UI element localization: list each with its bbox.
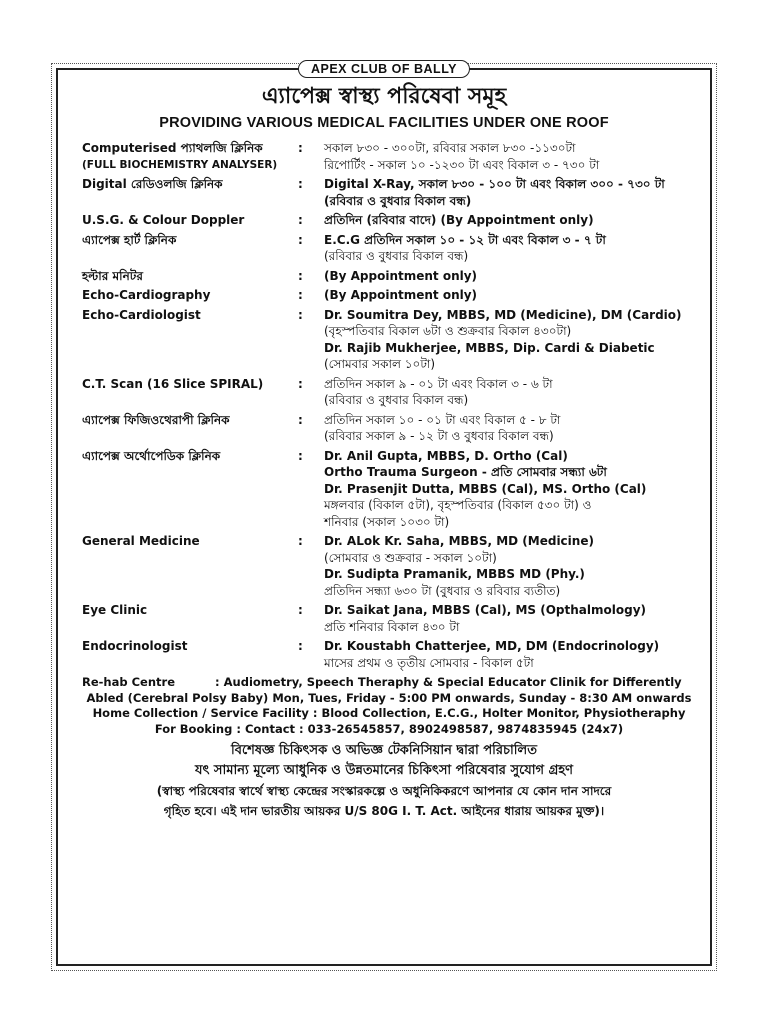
booking-contact-line: For Booking : Contact : 033-26545857, 8902498587, 9874835945 (24x7) (154, 721, 624, 736)
footer-info (72, 675, 696, 737)
service-name (72, 232, 298, 265)
service-detail-line: সকাল ৮৩০ - ৩০০টা, রবিবার সকাল ৮৩০ -১১৩০টা (324, 141, 576, 155)
service-detail-line: Dr. Anil Gupta, MBBS, D. Ortho (Cal) (324, 448, 568, 463)
separator-colon: : (298, 603, 303, 617)
separator-colon: : (298, 534, 303, 548)
service-details (324, 176, 696, 209)
club-name-badge: APEX CLUB OF BALLY (298, 60, 470, 78)
service-detail-line: (রবিবার সকাল ৯ - ১২ টা ও বুধবার বিকাল বন্ধ) (324, 429, 554, 443)
service-detail-line: Dr. Rajib Mukherjee, MBBS, Dip. Cardi & Diabetic (324, 340, 655, 355)
service-detail-line: প্রতিদিন সন্ধ্যা ৬৩০ টা (বুধবার ও রবিবার ব্যতীত) (324, 583, 561, 598)
service-details (324, 212, 696, 229)
service-row (72, 140, 696, 173)
service-detail-line: মাসের প্রথম ও তৃতীয় সোমবার - বিকাল ৫টা (324, 655, 534, 670)
service-detail-line: প্রতিদিন (রবিবার বাদে) (By Appointment only) (324, 213, 594, 227)
service-detail-line: (সোমবার সকাল ১০টা) (324, 357, 436, 371)
service-name-text: Computerised প্যাথলজি ক্লিনিক (82, 141, 263, 155)
service-detail-line: (সোমবার ও শুক্রবার - সকাল ১০টা) (324, 550, 497, 565)
service-row (72, 268, 696, 285)
service-name-text: General Medicine (82, 534, 200, 548)
service-name (72, 307, 298, 373)
service-name-text: এ্যাপেক্স হার্ট ক্লিনিক (82, 232, 177, 247)
service-row (72, 448, 696, 531)
service-name-text: Echo-Cardiography (82, 288, 211, 302)
closing-line-1: বিশেষজ্ঞ চিকিৎসক ও অভিজ্ঞ টেকনিসিয়ান দ্বারা পরিচালিত (231, 743, 537, 758)
service-details (324, 232, 696, 265)
flyer-content (72, 82, 696, 821)
closing-line-2: যৎ সামান্য মূল্যে আধুনিক ও উন্নতমানের চিকিৎসা পরিষেবার সুযোগ গ্রহণ (194, 763, 574, 778)
service-details (324, 307, 696, 373)
service-name-text: Endocrinologist (82, 639, 188, 653)
service-row (72, 412, 696, 445)
service-row (72, 602, 696, 635)
service-subtitle: (FULL BIOCHEMISTRY ANALYSER) (82, 158, 278, 171)
service-detail-line: Dr. Prasenjit Dutta, MBBS (Cal), MS. Ortho (Cal) (324, 481, 647, 496)
service-detail-line: (বৃহস্পতিবার বিকাল ৬টা ও শুক্রবার বিকাল ৪৩০টা) (324, 324, 572, 338)
service-row (72, 287, 696, 304)
service-detail-line: শনিবার (সকাল ১০৩০ টা) (324, 514, 450, 529)
separator-colon: : (298, 232, 303, 247)
service-name (72, 602, 298, 635)
service-name (72, 448, 298, 531)
service-details (324, 140, 696, 173)
separator-colon: : (298, 177, 303, 191)
service-details (324, 602, 696, 635)
service-name-text: Digital রেডিওলজি ক্লিনিক (82, 177, 223, 191)
closing-message (72, 741, 696, 821)
separator-colon: : (298, 268, 303, 283)
service-name-text: U.S.G. & Colour Doppler (82, 213, 245, 227)
service-detail-line: রিপোর্টিং - সকাল ১০ -১২৩০ টা এবং বিকাল ৩ - ৭৩০ টা (324, 157, 600, 172)
service-detail-line: Digital X-Ray, সকাল ৮৩০ - ১০০ টা এবং বিকাল ৩০০ - ৭৩০ টা (রবিবার ও বুধবার বিকাল বন্ধ) (324, 177, 665, 208)
separator-colon: : (298, 412, 303, 427)
service-name (72, 140, 298, 173)
service-detail-line: (রবিবার ও বুধবার বিকাল বন্ধ) (324, 393, 469, 407)
separator-colon: : (298, 141, 303, 155)
separator-colon: : (298, 307, 303, 322)
service-name (72, 376, 298, 409)
service-name (72, 533, 298, 599)
service-name (72, 176, 298, 209)
service-details (324, 287, 696, 304)
service-details (324, 412, 696, 445)
service-details (324, 268, 696, 285)
service-detail-line: প্রতি শনিবার বিকাল ৪৩০ টা (324, 619, 460, 634)
service-details (324, 376, 696, 409)
service-row (72, 232, 696, 265)
service-details (324, 638, 696, 671)
separator-colon: : (298, 448, 303, 463)
service-detail-line: (By Appointment only) (324, 288, 478, 302)
service-name (72, 412, 298, 445)
service-name-text: এ্যাপেক্স অর্থোপেডিক ক্লিনিক (82, 448, 221, 463)
closing-line-4: গৃহিত হবে। এই দান ভারতীয় আয়কর U/S 80G I. T. Act. আইনের ধারায় আয়কর মুক্ত)। (163, 804, 605, 818)
service-row (72, 307, 696, 373)
service-detail-line: (By Appointment only) (324, 268, 478, 283)
separator-colon: : (298, 288, 303, 302)
service-detail-line: Dr. Saikat Jana, MBBS (Cal), MS (Opthalmology) (324, 603, 646, 617)
title-english: PROVIDING VARIOUS MEDICAL FACILITIES UNDER ONE ROOF (159, 115, 609, 131)
service-detail-line: Dr. Koustabh Chatterjee, MD, DM (Endocrinology) (324, 639, 660, 653)
closing-line-3: (স্বাস্থ্য পরিষেবার স্বার্থে স্বাস্থ্য কেন্দ্রের সংস্কারকল্পে ও অধুনিকিকরণে আপনার যে কোন দান সাদরে (156, 784, 612, 798)
service-name-text: হল্টার মনিটর (82, 268, 143, 283)
rehab-line-2: Abled (Cerebral Polsy Baby) Mon, Tues, Friday - 5:00 PM onwards, Sunday - 8:30 AM onwards (86, 690, 692, 705)
service-detail-line: প্রতিদিন সকাল ১০ - ০১ টা এবং বিকাল ৫ - ৮ টা (324, 412, 561, 427)
service-name-text: Echo-Cardiologist (82, 307, 201, 322)
rehab-line-1: Re-hab Centre : Audiometry, Speech Theraphy & Special Educator Clinik for Differently (82, 675, 682, 689)
service-detail-line: Dr. Sudipta Pramanik, MBBS MD (Phy.) (324, 567, 585, 581)
service-name-text: Eye Clinic (82, 603, 148, 617)
separator-colon: : (298, 376, 303, 391)
service-detail-line: মঙ্গলবার (বিকাল ৫টা), বৃহস্পতিবার (বিকাল ৫৩০ টা) ও (324, 498, 592, 512)
separator-colon: : (298, 639, 303, 653)
service-detail-line: Dr. Soumitra Dey, MBBS, MD (Medicine), DM (Cardio) (324, 307, 682, 322)
service-detail-line: Ortho Trauma Surgeon - প্রতি সোমবার সন্ধ্যা ৬টা (324, 465, 607, 479)
service-detail-line: প্রতিদিন সকাল ৯ - ০১ টা এবং বিকাল ৩ - ৬ টা (324, 376, 553, 391)
service-details (324, 448, 696, 531)
title-bengali: এ্যাপেক্স স্বাস্থ্য পরিষেবা সমূহ (261, 84, 507, 109)
service-row (72, 212, 696, 229)
service-details (324, 533, 696, 599)
service-name-text: এ্যাপেক্স ফিজিওথেরাপী ক্লিনিক (82, 412, 230, 427)
service-detail-line: Dr. ALok Kr. Saha, MBBS, MD (Medicine) (324, 534, 594, 548)
service-row (72, 533, 696, 599)
service-row (72, 176, 696, 209)
service-name-text: C.T. Scan (16 Slice SPIRAL) (82, 376, 264, 391)
service-name (72, 287, 298, 304)
service-detail-line: E.C.G প্রতিদিন সকাল ১০ - ১২ টা এবং বিকাল ৩ - ৭ টা (324, 232, 606, 247)
service-row (72, 638, 696, 671)
service-row (72, 376, 696, 409)
service-name (72, 212, 298, 229)
home-collection-line: Home Collection / Service Facility : Blood Collection, E.C.G., Holter Monitor, Physiotheraphy (92, 706, 686, 720)
service-detail-line: (রবিবার ও বুধবার বিকাল বন্ধ) (324, 249, 469, 263)
services-list (72, 140, 696, 671)
service-name (72, 638, 298, 671)
service-name (72, 268, 298, 285)
separator-colon: : (298, 213, 303, 227)
